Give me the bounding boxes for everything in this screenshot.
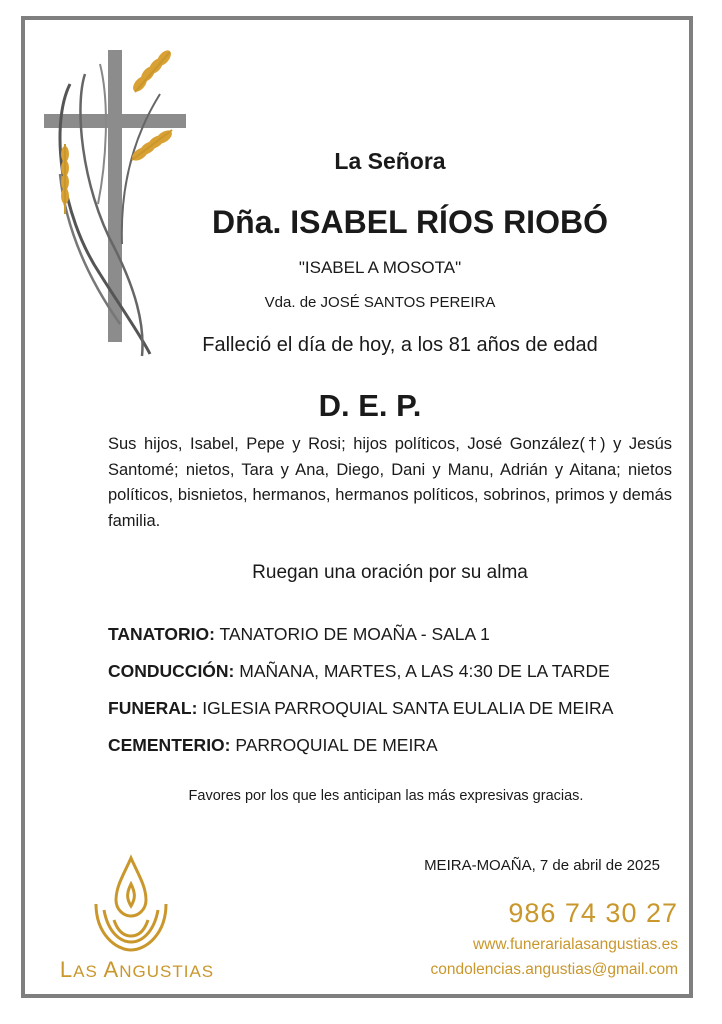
death-statement: Falleció el día de hoy, a los 81 años de edad — [202, 334, 598, 356]
rip-heading: D. E. P. — [318, 388, 422, 423]
detail-tanatorio — [108, 624, 688, 645]
deceased-nickname: "ISABEL A MOSOTA" — [298, 258, 462, 277]
detail-label: FUNERAL: — [108, 698, 198, 718]
email-link[interactable]: condolencias.angustias@gmail.com — [430, 961, 678, 978]
detail-funeral — [108, 698, 688, 719]
brand-letter: A — [103, 957, 120, 982]
detail-label: CONDUCCIÓN: — [108, 661, 235, 681]
prayer-request: Ruegan una oración por su alma — [252, 562, 528, 583]
place-date: MEIRA-MOAÑA, 7 de abril de 2025 — [424, 857, 660, 874]
website-link[interactable]: www.funerarialasangustias.es — [472, 936, 678, 953]
widow-of: Vda. de JOSÉ SANTOS PEREIRA — [264, 294, 496, 311]
brand-name — [42, 957, 232, 983]
detail-label: CEMENTERIO: — [108, 735, 231, 755]
las-angustias-logo-icon — [86, 854, 176, 954]
brand-text: AS — [73, 962, 104, 981]
detail-label: TANATORIO: — [108, 624, 215, 644]
detail-conduccion — [108, 661, 688, 682]
brand-text: NGUSTIAS — [119, 962, 215, 981]
detail-cementerio — [108, 735, 688, 756]
phone-number[interactable]: 986 74 30 27 — [508, 898, 678, 928]
brand-letter: L — [59, 957, 74, 982]
thanks-text: Favores por los que les anticipan las más expresivas gracias. — [188, 788, 584, 804]
detail-value: MAÑANA, MARTES, A LAS 4:30 DE LA TARDE — [234, 661, 610, 681]
deceased-name: Dña. ISABEL RÍOS RIOBÓ — [212, 204, 608, 240]
family-text: Sus hijos, Isabel, Pepe y Rosi; hijos políticos, José González(†) y Jesús Santomé; nietos, Tara y Ana, Diego, Dani y Manu, Adrián y Aitana; nietos políticos, bisnietos, hermanos, hermanos políticos, sobrinos, primos y demás familia. — [108, 435, 672, 530]
detail-value: IGLESIA PARROQUIAL SANTA EULALIA DE MEIRA — [197, 698, 614, 718]
detail-value: PARROQUIAL DE MEIRA — [230, 735, 438, 755]
detail-value: TANATORIO DE MOAÑA - SALA 1 — [214, 624, 490, 644]
notice-heading: La Señora — [334, 148, 446, 174]
